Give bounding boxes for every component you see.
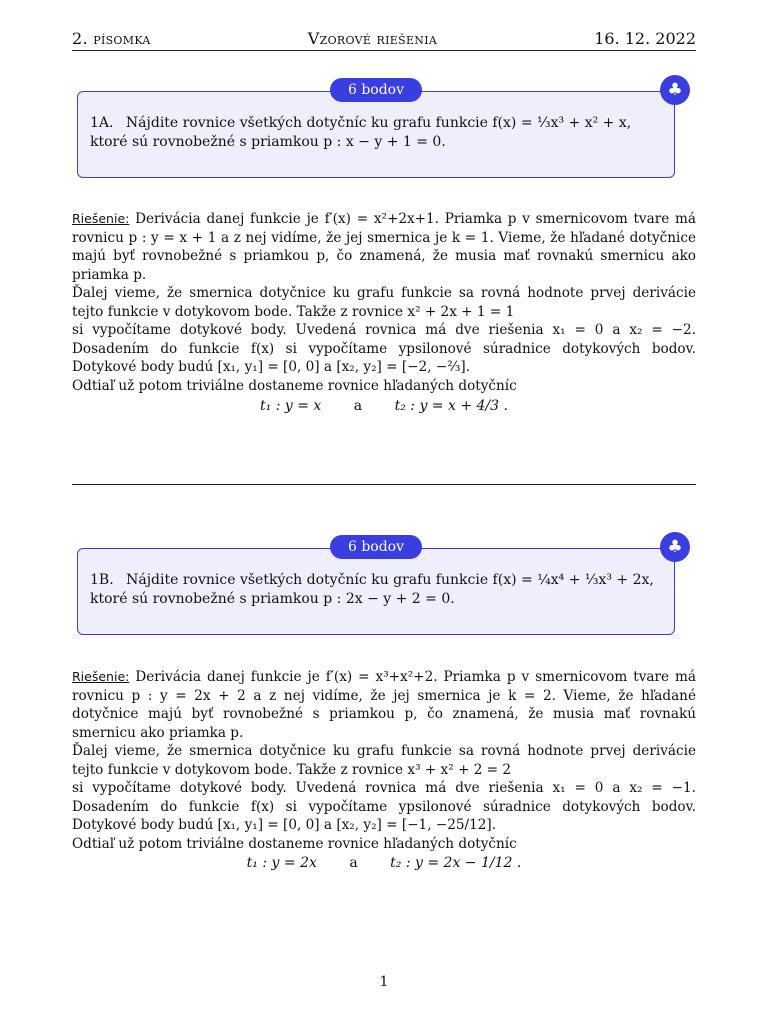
club-icon: ♣ <box>660 532 690 562</box>
points-badge: 6 bodov <box>330 535 422 559</box>
conjunction: a <box>349 855 358 871</box>
conjunction: a <box>353 398 363 414</box>
task-text: Nájdite rovnice všetkých dotyčníc ku grafu funkcie f(x) = ⅓x³ + x² + x, ktoré sú rovnobežné s priamkou p : x − y + 1 = 0. <box>90 115 632 150</box>
points-badge: 6 bodov <box>330 78 422 102</box>
solution-paragraph: Odtiaľ už potom triviálne dostaneme rovnice hľadaných dotyčníc <box>72 835 517 852</box>
solution-1a <box>72 210 696 395</box>
task-box-1a <box>77 80 683 178</box>
result-1b <box>72 855 696 871</box>
task-id: 1B. <box>90 572 114 588</box>
header-left: 2. písomka <box>72 29 151 48</box>
solution-paragraph: Derivácia danej funkcie je f′(x) = x³+x²+2. Priamka p v smernicovom tvare má rovnicu p : y = 2x + 2 a z nej vidíme, že jej smernica je k = 2. Vieme, že hľadané dotyčnice majú byť rovnobežné s priamkou p, čo znamená, že musia mať rovnakú smernicu ako priamka p. <box>72 669 696 741</box>
solution-paragraph: Ďalej vieme, že smernica dotyčnice ku grafu funkcie sa rovná hodnote prvej derivácie tejto funkcie v dotykovom bode. Takže z rovnice x² + 2x + 1 = 1 <box>72 285 696 320</box>
tangent-2: t₂ : y = x + 4/3 . <box>394 398 508 414</box>
club-icon: ♣ <box>660 75 690 105</box>
page-number: 1 <box>379 974 389 990</box>
tangent-1: t₁ : y = 2x <box>246 855 317 871</box>
solution-label: Riešenie: <box>72 211 130 226</box>
solution-paragraph: Ďalej vieme, že smernica dotyčnice ku grafu funkcie sa rovná hodnote prvej derivácie tejto funkcie v dotykovom bode. Takže z rovnice x³ + x² + 2 = 2 <box>72 743 696 778</box>
task-text: Nájdite rovnice všetkých dotyčníc ku grafu funkcie f(x) = ¼x⁴ + ⅓x³ + 2x, ktoré sú rovnobežné s priamkou p : 2x − y + 2 = 0. <box>90 572 654 607</box>
solution-paragraph: si vypočítame dotykové body. Uvedená rovnica má dve riešenia x₁ = 0 a x₂ = −1. Dosadením do funkcie f(x) si vypočítame ypsilonové súradnice dotykových bodov. Dotykové body budú [x₁, y₁] = [0, 0] a [x₂, y₂] = [−1, −25/12]. <box>72 780 696 833</box>
page-header <box>72 24 696 51</box>
section-divider <box>72 484 696 485</box>
solution-paragraph: Derivácia danej funkcie je f′(x) = x²+2x+1. Priamka p v smernicovom tvare má rovnicu p : y = x + 1 a z nej vidíme, že jej smernica je k = 1. Vieme, že hľadané dotyčnice majú byť rovnobežné s priamkou p, čo znamená, že musia mať rovnakú smernicu ako priamka p. <box>72 211 696 283</box>
result-1a <box>72 398 696 414</box>
tangent-1: t₁ : y = x <box>260 398 322 414</box>
header-date: 16. 12. 2022 <box>594 29 696 48</box>
solution-1b <box>72 668 696 853</box>
solution-paragraph: Odtiaľ už potom triviálne dostaneme rovnice hľadaných dotyčníc <box>72 377 517 394</box>
solution-paragraph: si vypočítame dotykové body. Uvedená rovnica má dve riešenia x₁ = 0 a x₂ = −2. Dosadením do funkcie f(x) si vypočítame ypsilonové súradnice dotykových bodov. Dotykové body budú [x₁, y₁] = [0, 0] a [x₂, y₂] = [−2, −⅔]. <box>72 322 696 375</box>
task-id: 1A. <box>90 115 114 131</box>
tangent-2: t₂ : y = 2x − 1/12 . <box>390 855 522 871</box>
task-box-1b <box>77 537 683 635</box>
solution-label: Riešenie: <box>72 669 130 684</box>
header-title: Vzorové riešenia <box>307 29 438 48</box>
